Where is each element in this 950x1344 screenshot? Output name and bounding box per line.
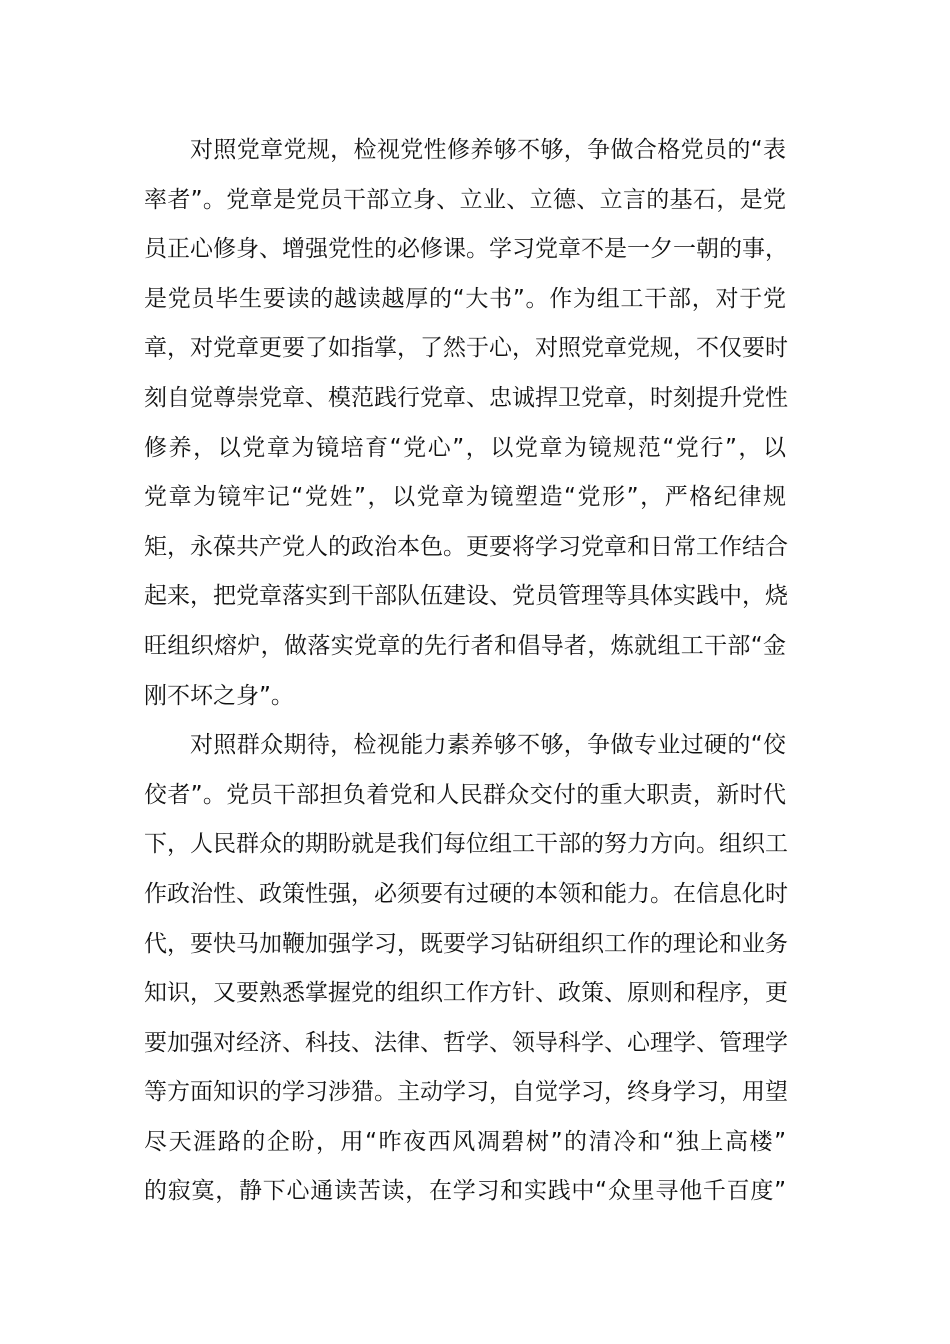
paragraph-line: 对照党章党规，检视党性修养够不够，争做合格党员的“表 — [190, 137, 786, 163]
paragraph-line: 佼者”。党员干部担负着党和人民群众交付的重大职责，新时代 — [144, 781, 786, 808]
paragraph-line: 员正心修身、增强党性的必修课。学习党章不是一夕一朝的事， — [144, 236, 788, 263]
paragraph-line: 党章为镜牢记“党姓”，以党章为镜塑造“党形”，严格纪律规 — [144, 484, 786, 511]
paragraph-line: 刻自觉尊崇党章、模范践行党章、忠诚捍卫党章，时刻提升党性 — [144, 384, 788, 411]
paragraph-line: 作政治性、政策性强，必须要有过硬的本领和能力。在信息化时 — [144, 880, 788, 907]
paragraph-line: 旺组织熔炉，做落实党章的先行者和倡导者，炼就组工干部“金 — [144, 632, 786, 659]
paragraph-line: 起来，把党章落实到干部队伍建设、党员管理等具体实践中，烧 — [144, 583, 788, 610]
paragraph-line: 对照群众期待，检视能力素养够不够，争做专业过硬的“佼 — [190, 732, 786, 759]
paragraph-line: 代，要快马加鞭加强学习，既要学习钻研组织工作的理论和业务 — [144, 930, 788, 957]
document-body — [144, 126, 786, 1217]
paragraph-line: 矩，永葆共产党人的政治本色。更要将学习党章和日常工作结合 — [144, 533, 788, 560]
paragraph-line: 知识，又要熟悉掌握党的组织工作方针、政策、原则和程序，更 — [144, 980, 788, 1007]
paragraph-party-constitution — [144, 126, 786, 721]
paragraph-line: 的寂寞，静下心通读苦读，在学习和实践中“众里寻他千百度” — [144, 1178, 786, 1205]
paragraph-line: 下，人民群众的期盼就是我们每位组工干部的努力方向。组织工 — [144, 831, 788, 858]
paragraph-line: 是党员毕生要读的越读越厚的“大书”。作为组工干部，对于党 — [144, 285, 786, 312]
paragraph-line: 修养，以党章为镜培育“党心”，以党章为镜规范“党行”，以 — [144, 434, 786, 461]
paragraph-line: 率者”。党章是党员干部立身、立业、立德、立言的基石，是党 — [144, 186, 786, 213]
paragraph-line: 刚不坏之身”。 — [144, 682, 294, 709]
paragraph-line: 尽天涯路的企盼，用“昨夜西风凋碧树”的清冷和“独上高楼” — [144, 1128, 786, 1155]
paragraph-line: 等方面知识的学习涉猎。主动学习，自觉学习，终身学习，用望 — [144, 1079, 788, 1106]
paragraph-public-expectations — [144, 721, 786, 1217]
paragraph-line: 章，对党章更要了如指掌，了然于心，对照党章党规，不仅要时 — [144, 335, 788, 362]
paragraph-line: 要加强对经济、科技、法律、哲学、领导科学、心理学、管理学 — [144, 1029, 788, 1056]
